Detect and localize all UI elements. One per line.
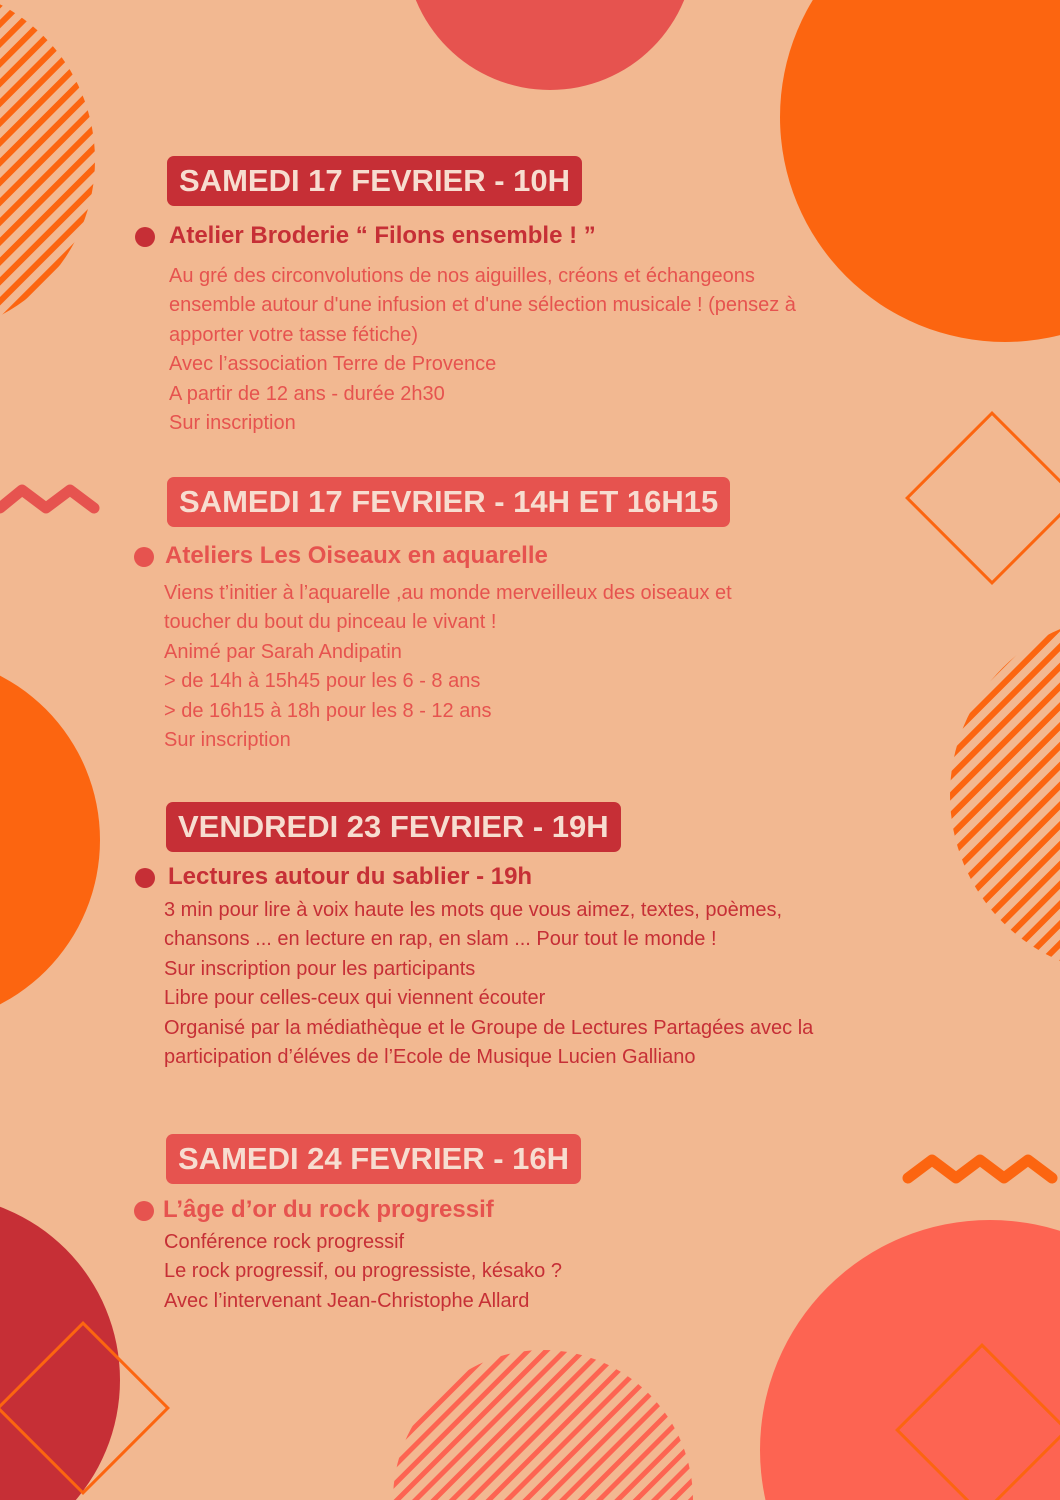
- orange-circle-left: [0, 655, 100, 1025]
- description-line: Conférence rock progressif: [164, 1231, 405, 1253]
- bullet-dot: [135, 868, 155, 888]
- description-line: > de 16h15 à 18h pour les 8 - 12 ans: [164, 699, 492, 722]
- coral-circle-top: [405, 0, 695, 90]
- event-title: Atelier Broderie “ Filons ensemble ! ”: [169, 222, 596, 249]
- orange-circle-top-right: [780, 0, 1060, 342]
- description-line: Sur inscription: [169, 412, 296, 435]
- description-line: Sur inscription pour les participants: [164, 957, 476, 980]
- bullet-dot: [134, 547, 154, 567]
- description-line: Libre pour celles-ceux qui viennent écouter: [164, 987, 546, 1010]
- event-description: [169, 262, 796, 438]
- bullet-dot: [134, 1201, 154, 1221]
- description-line: chansons ... en lecture en rap, en slam ... Pour tout le monde !: [164, 928, 717, 951]
- event-description: [164, 579, 732, 755]
- striped-circle-bottom: [393, 1350, 693, 1500]
- event-description: [164, 1228, 562, 1316]
- zigzag-left: [0, 490, 94, 508]
- date-badge: SAMEDI 17 FEVRIER - 14H ET 16H15: [167, 477, 730, 527]
- date-badge: SAMEDI 24 FEVRIER - 16H: [166, 1134, 581, 1184]
- description-line: 3 min pour lire à voix haute les mots que vous aimez, textes, poèmes,: [164, 899, 783, 921]
- salmon-circle-bottom-right: [760, 1220, 1060, 1500]
- description-line: Viens t’initier à l’aquarelle ,au monde merveilleux des oiseaux et: [164, 582, 732, 604]
- event-title: Ateliers Les Oiseaux en aquarelle: [165, 542, 548, 569]
- description-line: A partir de 12 ans - durée 2h30: [169, 382, 445, 405]
- description-line: Sur inscription: [164, 729, 291, 752]
- date-badge: VENDREDI 23 FEVRIER - 19H: [166, 802, 621, 852]
- description-line: Avec l’association Terre de Provence: [169, 353, 497, 376]
- event-description: [164, 896, 813, 1072]
- description-line: > de 14h à 15h45 pour les 6 - 8 ans: [164, 670, 481, 693]
- description-line: apporter votre tasse fétiche): [169, 323, 419, 346]
- diamond-outline-right: [907, 413, 1060, 583]
- description-line: participation d’éléves de l’Ecole de Musique Lucien Galliano: [164, 1046, 696, 1069]
- description-line: toucher du bout du pinceau le vivant !: [164, 611, 497, 634]
- striped-circle-right: [950, 615, 1060, 975]
- bullet-dot: [135, 227, 155, 247]
- event-title: L’âge d’or du rock progressif: [163, 1196, 494, 1223]
- date-badge: SAMEDI 17 FEVRIER - 10H: [167, 156, 582, 206]
- description-line: Le rock progressif, ou progressiste, késako ?: [164, 1260, 562, 1283]
- description-line: Avec l’intervenant Jean-Christophe Allard: [164, 1289, 530, 1312]
- event-title: Lectures autour du sablier - 19h: [168, 863, 533, 890]
- description-line: Au gré des circonvolutions de nos aiguilles, créons et échangeons: [169, 265, 755, 287]
- description-line: ensemble autour d'une infusion et d'une sélection musicale ! (pensez à: [169, 294, 796, 317]
- striped-circle-top-left: [0, 0, 95, 335]
- description-line: Organisé par la médiathèque et le Groupe de Lectures Partagées avec la: [164, 1016, 814, 1039]
- description-line: Animé par Sarah Andipatin: [164, 640, 402, 663]
- zigzag-right: [908, 1160, 1052, 1178]
